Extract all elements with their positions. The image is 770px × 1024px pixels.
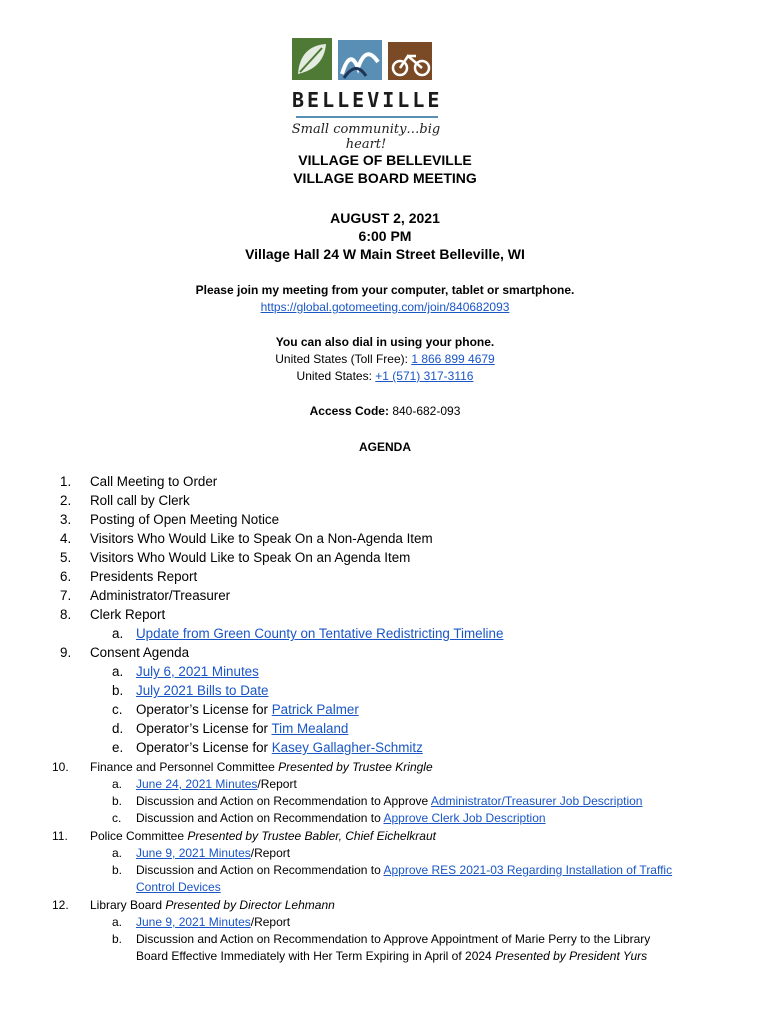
meeting-date: AUGUST 2, 2021: [330, 210, 440, 226]
meeting-time: 6:00 PM: [358, 228, 412, 244]
redistricting-link[interactable]: Update from Green County on Tentative Redistricting Timeline: [136, 626, 504, 641]
item-presenter: Presented by Trustee Kringle: [278, 760, 433, 774]
june9-police-minutes-link[interactable]: June 9, 2021 Minutes: [136, 846, 251, 860]
item-letter: a.: [112, 664, 124, 679]
tollfree-line: [0, 350, 770, 368]
item-number: 1.: [60, 474, 72, 489]
item-text: Finance and Personnel Committee: [90, 760, 279, 774]
join-link[interactable]: https://global.gotomeeting.com/join/840682093: [260, 300, 510, 314]
tim-mealand-link[interactable]: Tim Mealand: [271, 721, 349, 736]
meeting-location: Village Hall 24 W Main Street Belleville, WI: [245, 246, 525, 262]
item-text: Discussion and Action on Recommendation to: [136, 863, 384, 877]
item-letter: a.: [112, 626, 124, 641]
join-link-line: [0, 298, 770, 316]
item-letter: a.: [112, 846, 123, 860]
item-text: Operator’s License for: [136, 721, 272, 736]
access-code-value: 840-682-093: [392, 404, 461, 418]
tollfree-number-link[interactable]: 1 866 899 4679: [411, 352, 495, 366]
clerk-job-link[interactable]: Approve Clerk Job Description: [383, 811, 546, 825]
res-2021-03-link[interactable]: Approve RES 2021-03 Regarding Installation of Traffic: [383, 863, 673, 877]
item-number: 9.: [60, 645, 72, 660]
join-instructions: Please join my meeting from your computer, tablet or smartphone.: [195, 283, 575, 297]
item-number: 11.: [52, 829, 68, 843]
item-text: Presidents Report: [90, 569, 198, 584]
tollfree-label: United States (Toll Free):: [275, 352, 412, 366]
july-bills-link[interactable]: July 2021 Bills to Date: [136, 683, 269, 698]
item-number: 10.: [52, 760, 69, 774]
us-phone-link[interactable]: +1 (571) 317-3116: [375, 369, 474, 383]
item-text: Police Committee: [90, 829, 188, 843]
meeting-title: VILLAGE BOARD MEETING: [293, 170, 477, 186]
item-letter: b.: [112, 794, 123, 808]
item-letter: c.: [112, 702, 123, 717]
logo-wordmark: BELLEVILLE: [292, 88, 443, 112]
item-text: Call Meeting to Order: [90, 474, 218, 489]
item-text: Operator’s License for: [136, 740, 272, 755]
june24-minutes-link[interactable]: June 24, 2021 Minutes: [136, 777, 258, 791]
access-code-label: Access Code:: [309, 404, 393, 418]
admin-treasurer-job-link[interactable]: Administrator/Treasurer Job Description: [430, 794, 643, 808]
item-text: Discussion and Action on Recommendation to Approve: [136, 794, 431, 808]
item-number: 8.: [60, 607, 72, 622]
item-presenter: Presented by Trustee Babler, Chief Eichelkraut: [187, 829, 436, 843]
item-text: /Report: [257, 777, 297, 791]
item-presenter: Presented by President Yurs: [495, 949, 648, 963]
item-letter: c.: [112, 811, 122, 825]
item-text: Board Effective Immediately with Her Term Expiring in April of 2024: [136, 949, 496, 963]
item-text: Operator’s License for: [136, 702, 272, 717]
res-2021-03-link-cont[interactable]: Control Devices: [136, 880, 221, 894]
item-text: /Report: [250, 915, 291, 929]
item-text: Posting of Open Meeting Notice: [90, 512, 280, 527]
us-phone-label: United States:: [296, 369, 376, 383]
item-text: Consent Agenda: [90, 645, 190, 660]
item-text: Administrator/Treasurer: [90, 588, 231, 603]
item-number: 7.: [60, 588, 72, 603]
item-number: 6.: [60, 569, 72, 584]
item-number: 12.: [52, 898, 69, 912]
item-text: /Report: [250, 846, 291, 860]
item-text: Discussion and Action on Recommendation to: [136, 811, 384, 825]
kasey-gallagher-schmitz-link[interactable]: Kasey Gallagher-Schmitz: [271, 740, 423, 755]
item-text: Roll call by Clerk: [90, 493, 190, 508]
item-letter: b.: [112, 932, 123, 946]
item-letter: b.: [112, 683, 124, 698]
dial-instructions: You can also dial in using your phone.: [275, 335, 495, 349]
belleville-logo: [286, 38, 446, 150]
patrick-palmer-link[interactable]: Patrick Palmer: [271, 702, 359, 717]
us-phone-line: [0, 367, 770, 385]
item-text: Visitors Who Would Like to Speak On a Non-Agenda Item: [90, 531, 433, 546]
item-letter: d.: [112, 721, 124, 736]
item-number: 3.: [60, 512, 72, 527]
item-letter: a.: [112, 777, 123, 791]
item-text: Clerk Report: [90, 607, 166, 622]
item-presenter: Presented by Director Lehmann: [165, 898, 335, 912]
org-title: VILLAGE OF BELLEVILLE: [298, 152, 472, 168]
june9-library-minutes-link[interactable]: June 9, 2021 Minutes: [136, 915, 251, 929]
logo-underline: [296, 116, 438, 118]
item-letter: a.: [112, 915, 123, 929]
item-number: 2.: [60, 493, 72, 508]
item-text: Visitors Who Would Like to Speak On an Agenda Item: [90, 550, 411, 565]
july-minutes-link[interactable]: July 6, 2021 Minutes: [136, 664, 259, 679]
item-number: 5.: [60, 550, 72, 565]
item-number: 4.: [60, 531, 72, 546]
logo-tagline: Small community…big heart!: [291, 122, 441, 152]
item-text: Discussion and Action on Recommendation to Approve Appointment of Marie Perry to the Library: [136, 932, 651, 946]
access-code-line: [0, 402, 770, 420]
item-letter: b.: [112, 863, 123, 877]
item-text: Library Board: [90, 898, 166, 912]
item-letter: e.: [112, 740, 124, 755]
agenda-heading: AGENDA: [358, 440, 411, 454]
